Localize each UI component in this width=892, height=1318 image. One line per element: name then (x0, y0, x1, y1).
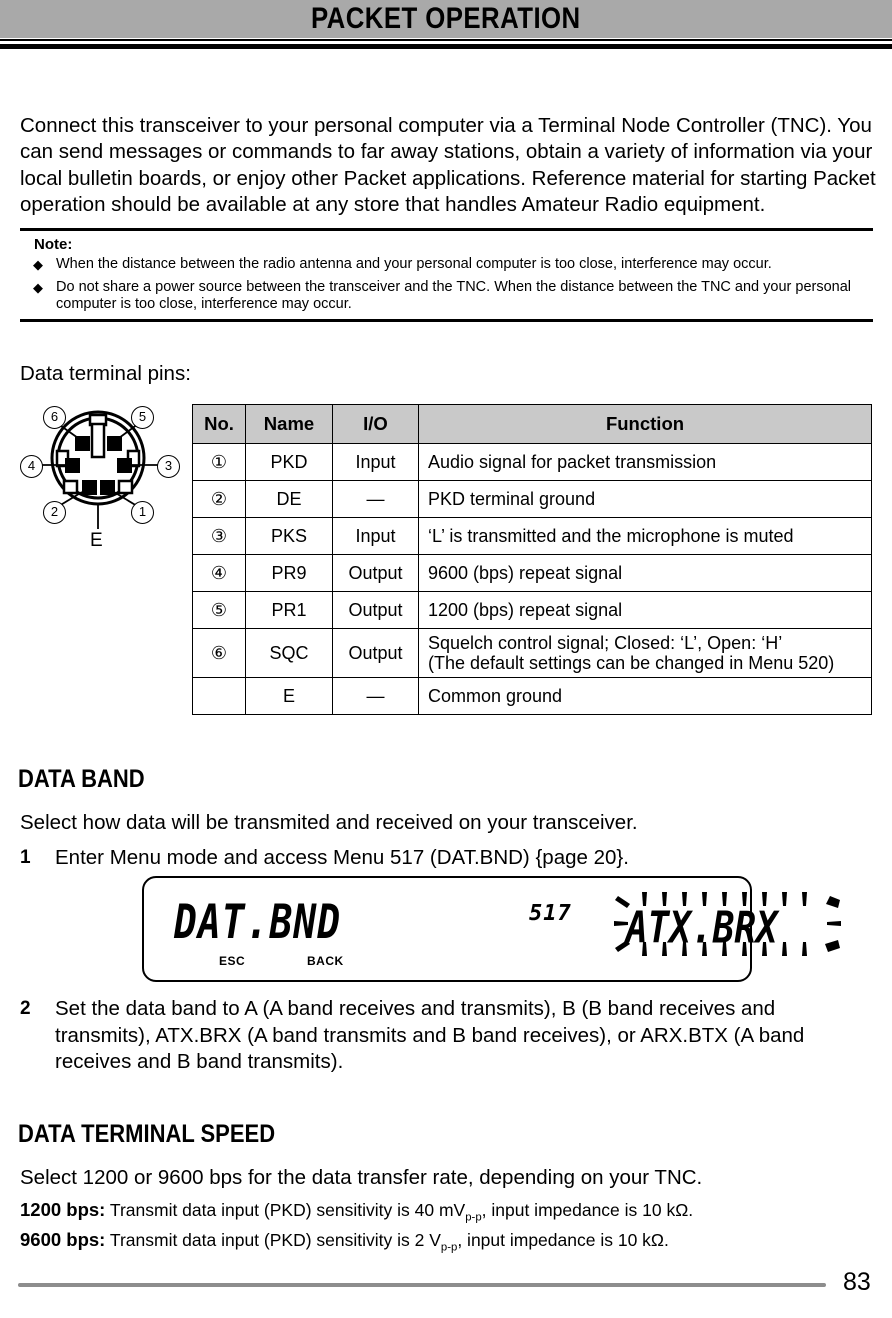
cell-no: ④ (193, 555, 246, 592)
cell-function: Audio signal for packet transmission (419, 444, 872, 481)
table-header-row (193, 405, 872, 444)
cell-function: 1200 (bps) repeat signal (419, 592, 872, 629)
connector-pin-label-5: 5 (131, 406, 154, 429)
connector-pin-label-4: 4 (20, 455, 43, 478)
table-row (193, 444, 872, 481)
cell-io: — (333, 678, 419, 715)
cell-function-line2: (The default settings can be changed in Menu 520) (428, 653, 835, 673)
cell-io: Input (333, 444, 419, 481)
speed-spec-9600 (20, 1228, 669, 1260)
step-number: 1 (20, 847, 31, 868)
connector-pin-label-3: 3 (157, 455, 180, 478)
table-col-header-io: I/O (333, 405, 419, 444)
table-row (193, 629, 872, 678)
data-band-step-2 (20, 996, 876, 1076)
table-body (193, 444, 872, 715)
lcd-menu-name: DAT.BND (174, 894, 342, 949)
table-col-header-function: Function (419, 405, 872, 444)
speed-subscript-9600: p-p (440, 1241, 458, 1254)
speed-text-before-9600: Transmit data input (PKD) sensitivity is 2 V (109, 1230, 441, 1250)
cell-no (193, 678, 246, 715)
cell-name: SQC (246, 629, 333, 678)
cell-name: PR1 (246, 592, 333, 629)
cell-name: DE (246, 481, 333, 518)
cell-function: 9600 (bps) repeat signal (419, 555, 872, 592)
speed-label-1200: 1200 bps: (20, 1199, 106, 1220)
data-terminal-pins-label: Data terminal pins: (20, 362, 191, 385)
lcd-menu-number: 517 (529, 901, 572, 926)
cell-no: ② (193, 481, 246, 518)
data-terminal-pin-table (192, 404, 872, 715)
header-rule-thin (0, 39, 892, 41)
speed-text-before-1200: Transmit data input (PKD) sensitivity is 40 mV (109, 1200, 466, 1220)
cell-name: PKS (246, 518, 333, 555)
speed-spec-1200 (20, 1198, 693, 1230)
cell-name: E (246, 678, 333, 715)
speed-text-after-1200: , input impedance is 10 kΩ. (481, 1200, 694, 1220)
header-rule-thick (0, 44, 892, 49)
table-row (193, 555, 872, 592)
lcd-selected-value: ATX.BRX (626, 904, 778, 954)
lcd-softkey-esc: ESC (219, 954, 246, 968)
cell-name: PR9 (246, 555, 333, 592)
speed-text-after-9600: , input impedance is 10 kΩ. (457, 1230, 669, 1250)
cell-no: ① (193, 444, 246, 481)
connector-pin-label-2: 2 (43, 501, 66, 524)
step-number: 2 (20, 998, 31, 1019)
intro-paragraph: Connect this transceiver to your personal computer via a Terminal Node Controller (TNC). You can send messages or commands to far away stations, obtain a variety of information via your local bulletin boards, or enjoy other Packet applications. Reference material for starting Packet operation should be available at any store that handles Amateur Radio equipment. (20, 113, 876, 216)
cell-function: Common ground (419, 678, 872, 715)
speed-subscript-1200: p-p (465, 1211, 482, 1224)
cell-io: Input (333, 518, 419, 555)
footer-rule (18, 1283, 826, 1287)
connector-ground-label: E (90, 530, 103, 551)
note-list (20, 256, 873, 313)
section-heading-data-band: DATA BAND (18, 765, 145, 793)
cell-function (419, 629, 872, 678)
cell-no: ⑥ (193, 629, 246, 678)
data-band-step-1 (20, 845, 876, 872)
note-list-item (33, 279, 856, 313)
cell-name: PKD (246, 444, 333, 481)
table-row (193, 518, 872, 555)
note-list-item (33, 256, 856, 273)
lcd-selected-value-blinking (612, 890, 844, 958)
table-row (193, 678, 872, 715)
cell-function: ‘L’ is transmitted and the microphone is muted (419, 518, 872, 555)
connector-pin-label-1: 1 (131, 501, 154, 524)
data-terminal-speed-intro: Select 1200 or 9600 bps for the data transfer rate, depending on your TNC. (20, 1166, 703, 1189)
table-row (193, 481, 872, 518)
note-box (20, 228, 873, 322)
table-col-header-name: Name (246, 405, 333, 444)
note-item-text: Do not share a power source between the transceiver and the TNC. When the distance between the TNC and your personal computer is too close, interference may occur. (56, 279, 852, 312)
step-text: Enter Menu mode and access Menu 517 (DAT.BND) {page 20}. (55, 846, 629, 869)
table-head (193, 405, 872, 444)
table-col-header-no: No. (193, 405, 246, 444)
page-title: PACKET OPERATION (311, 2, 581, 35)
cell-io: — (333, 481, 419, 518)
note-rule-top (20, 228, 873, 231)
lcd-display-panel (142, 876, 778, 982)
cell-no: ⑤ (193, 592, 246, 629)
diamond-bullet-icon: ◆ (33, 257, 43, 272)
note-item-text: When the distance between the radio antenna and your personal computer is too close, interference may occur. (56, 256, 772, 272)
step-text: Set the data band to A (A band receives and transmits), B (B band receives and transmits), ATX.BRX (A band transmits and B band receives), or ARX.BTX (A band receives and B band transmits). (55, 997, 805, 1073)
page-header-banner (0, 0, 892, 38)
note-title: Note: (34, 236, 73, 253)
connector-pin-label-6: 6 (43, 406, 66, 429)
speed-label-9600: 9600 bps: (20, 1229, 106, 1250)
cell-function-line1: Squelch control signal; Closed: ‘L’, Open: ‘H’ (428, 633, 783, 653)
diamond-bullet-icon: ◆ (33, 280, 43, 295)
cell-no: ③ (193, 518, 246, 555)
section-heading-data-terminal-speed: DATA TERMINAL SPEED (18, 1120, 276, 1148)
note-rule-bottom (20, 319, 873, 322)
page-number: 83 (843, 1268, 871, 1296)
cell-function: PKD terminal ground (419, 481, 872, 518)
data-band-intro: Select how data will be transmited and received on your transceiver. (20, 811, 638, 834)
mini-din-connector-diagram (18, 396, 188, 561)
cell-io: Output (333, 555, 419, 592)
cell-io: Output (333, 629, 419, 678)
cell-io: Output (333, 592, 419, 629)
table-row (193, 592, 872, 629)
lcd-softkey-back: BACK (307, 954, 344, 968)
